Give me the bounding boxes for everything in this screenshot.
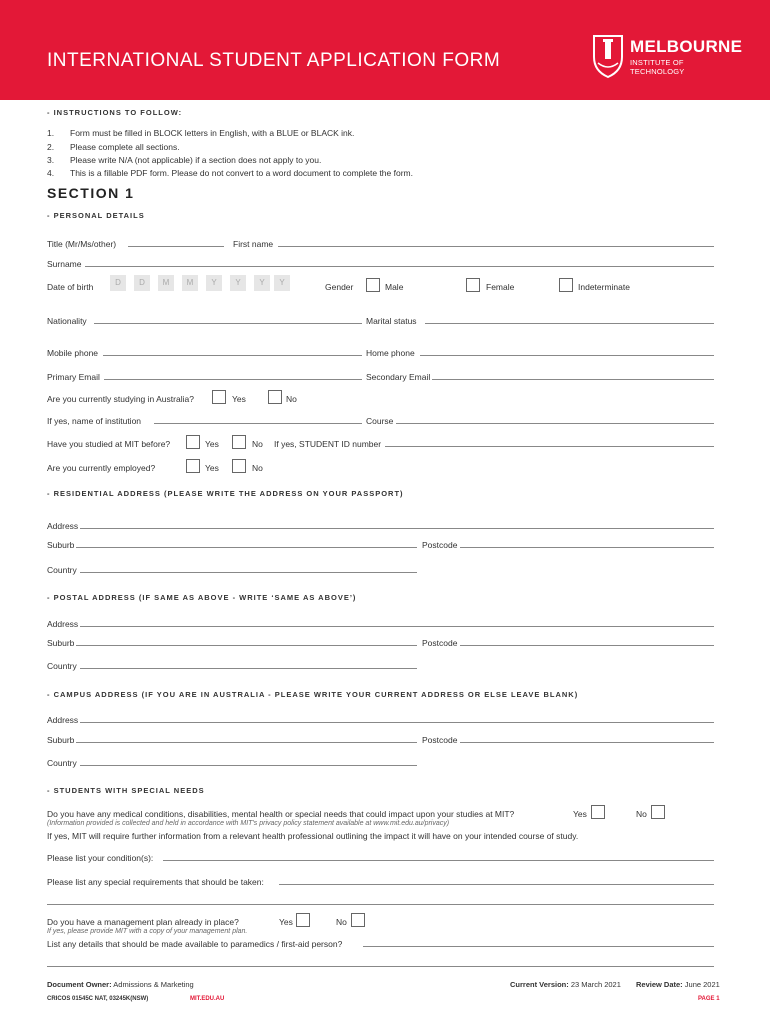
postal-postcode-label: Postcode — [422, 638, 458, 648]
title-label: Title (Mr/Ms/other) — [47, 239, 117, 249]
special-requirements-field[interactable] — [279, 884, 714, 885]
review-date — [636, 980, 720, 989]
primary-email-field[interactable] — [104, 379, 362, 380]
mit-logo — [590, 33, 743, 83]
website-link[interactable]: MIT.EDU.AU — [190, 996, 225, 1002]
course-field[interactable] — [396, 423, 714, 424]
current-version-value: 23 March 2021 — [570, 980, 621, 989]
privacy-note: (Information provided is collected and held in accordance with MIT's privacy policy statement available at www.mit.edu.au/privacy) — [47, 820, 450, 827]
document-owner-value: Admissions & Marketing — [113, 980, 194, 989]
special-needs-heading: - STUDENTS WITH SPECIAL NEEDS — [47, 786, 205, 795]
dob-label: Date of birth — [47, 282, 94, 292]
residential-address-field[interactable] — [80, 528, 714, 529]
no-label: No — [252, 463, 263, 473]
special-needs-question: Do you have any medical conditions, disabilities, mental health or special needs that could impact upon your studies at MIT? — [47, 809, 515, 819]
dob-year-box[interactable]: Y — [274, 275, 290, 291]
management-plan-yes-checkbox[interactable] — [296, 913, 310, 927]
residential-address-heading: - RESIDENTIAL ADDRESS (PLEASE WRITE THE ADDRESS ON YOUR PASSPORT) — [47, 489, 404, 498]
campus-address-heading: - CAMPUS ADDRESS (IF YOU ARE IN AUSTRALIA - PLEASE WRITE YOUR CURRENT ADDRESS OR ELSE LEAVE BLANK) — [47, 690, 579, 699]
campus-postcode-field[interactable] — [460, 742, 714, 743]
campus-address-label: Address — [47, 715, 79, 725]
studying-australia-question: Are you currently studying in Australia? — [47, 394, 194, 404]
first-name-label: First name — [233, 239, 274, 249]
logo-name: MELBOURNE — [630, 37, 743, 56]
review-date-label: Review Date: — [636, 980, 683, 989]
residential-suburb-label: Suburb — [47, 540, 75, 550]
dob-month-box[interactable]: M — [182, 275, 198, 291]
special-needs-no-label: No — [636, 809, 647, 819]
document-owner — [47, 980, 194, 989]
special-needs-no-checkbox[interactable] — [651, 805, 665, 819]
institution-label: If yes, name of institution — [47, 416, 142, 426]
special-needs-info: If yes, MIT will require further information from a relevant health professional outlining the impact it will have on your intended course of study. — [47, 831, 579, 841]
conditions-field[interactable] — [163, 860, 714, 861]
residential-country-field[interactable] — [80, 572, 417, 573]
postal-postcode-field[interactable] — [460, 645, 714, 646]
instruction-number: 2. — [47, 142, 55, 152]
section-1-title: SECTION 1 — [47, 185, 135, 201]
gender-female-label: Female — [486, 282, 515, 292]
logo-subtitle: INSTITUTE OF TECHNOLOGY — [630, 58, 685, 76]
home-phone-field[interactable] — [420, 355, 714, 356]
dob-day-box[interactable]: D — [110, 275, 126, 291]
studying-australia-yes-checkbox[interactable] — [212, 390, 226, 404]
management-plan-note: If yes, please provide MIT with a copy of your management plan. — [47, 928, 248, 935]
employed-yes-checkbox[interactable] — [186, 459, 200, 473]
header-banner — [0, 0, 770, 100]
management-plan-question: Do you have a management plan already in place? — [47, 917, 239, 927]
nationality-field[interactable] — [94, 323, 362, 324]
surname-label: Surname — [47, 259, 82, 269]
gender-label: Gender — [325, 282, 354, 292]
mobile-phone-label: Mobile phone — [47, 348, 99, 358]
course-label: Course — [366, 416, 394, 426]
management-plan-yes-label: Yes — [279, 917, 293, 927]
dob-month-box[interactable]: M — [158, 275, 174, 291]
instruction-number: 1. — [47, 128, 55, 138]
residential-postcode-field[interactable] — [460, 547, 714, 548]
gender-indeterminate-checkbox[interactable] — [559, 278, 573, 292]
campus-address-field[interactable] — [80, 722, 714, 723]
studied-mit-question: Have you studied at MIT before? — [47, 439, 171, 449]
cricos-code: CRICOS 01545C NAT, 03245K(NSW) — [47, 996, 149, 1002]
dob-day-box[interactable]: D — [134, 275, 150, 291]
postal-address-heading: - POSTAL ADDRESS (IF SAME AS ABOVE - WRITE ‘SAME AS ABOVE’) — [47, 593, 357, 602]
review-date-value: June 2021 — [684, 980, 720, 989]
yes-label: Yes — [232, 394, 246, 404]
postal-address-label: Address — [47, 619, 79, 629]
secondary-email-field[interactable] — [432, 379, 714, 380]
dob-year-box[interactable]: Y — [206, 275, 222, 291]
no-label: No — [286, 394, 297, 404]
yes-label: Yes — [205, 463, 219, 473]
employed-question: Are you currently employed? — [47, 463, 156, 473]
gender-male-label: Male — [385, 282, 404, 292]
student-id-field[interactable] — [385, 446, 714, 447]
residential-suburb-field[interactable] — [76, 547, 417, 548]
postal-suburb-label: Suburb — [47, 638, 75, 648]
current-version-label: Current Version: — [510, 980, 569, 989]
instruction-text: This is a fillable PDF form. Please do not convert to a word document to complete the form. — [70, 168, 413, 178]
nationality-label: Nationality — [47, 316, 87, 326]
postal-address-field[interactable] — [80, 626, 714, 627]
instruction-number: 3. — [47, 155, 55, 165]
campus-postcode-label: Postcode — [422, 735, 458, 745]
dob-year-box[interactable]: Y — [230, 275, 246, 291]
home-phone-label: Home phone — [366, 348, 415, 358]
first-name-field[interactable] — [278, 246, 714, 247]
employed-no-checkbox[interactable] — [232, 459, 246, 473]
primary-email-label: Primary Email — [47, 372, 100, 382]
page-number: PAGE 1 — [698, 996, 720, 1002]
gender-female-checkbox[interactable] — [466, 278, 480, 292]
special-needs-yes-checkbox[interactable] — [591, 805, 605, 819]
no-label: No — [252, 439, 263, 449]
special-requirements-label: Please list any special requirements that should be taken: — [47, 877, 264, 887]
crest-icon — [590, 33, 626, 79]
instruction-text: Please write N/A (not applicable) if a section does not apply to you. — [70, 155, 322, 165]
gender-male-checkbox[interactable] — [366, 278, 380, 292]
residential-address-label: Address — [47, 521, 79, 531]
document-owner-label: Document Owner: — [47, 980, 112, 989]
special-needs-yes-label: Yes — [573, 809, 587, 819]
postal-country-label: Country — [47, 661, 77, 671]
paramedics-field[interactable] — [363, 946, 714, 947]
conditions-label: Please list your condition(s): — [47, 853, 154, 863]
studying-australia-no-checkbox[interactable] — [268, 390, 282, 404]
residential-postcode-label: Postcode — [422, 540, 458, 550]
paramedics-label: List any details that should be made available to paramedics / first-aid person? — [47, 939, 343, 949]
paramedics-field-line-2[interactable] — [47, 966, 714, 967]
instruction-text: Please complete all sections. — [70, 142, 180, 152]
special-requirements-field-line-2[interactable] — [47, 904, 714, 905]
form-title: INTERNATIONAL STUDENT APPLICATION FORM — [47, 50, 501, 71]
dob-year-box[interactable]: Y — [254, 275, 270, 291]
instructions-heading: - INSTRUCTIONS TO FOLLOW: — [47, 108, 183, 117]
marital-status-label: Marital status — [366, 316, 417, 326]
institution-field[interactable] — [154, 423, 362, 424]
residential-country-label: Country — [47, 565, 77, 575]
campus-suburb-field[interactable] — [76, 742, 417, 743]
studied-mit-no-checkbox[interactable] — [232, 435, 246, 449]
instruction-number: 4. — [47, 168, 55, 178]
management-plan-no-label: No — [336, 917, 347, 927]
campus-country-label: Country — [47, 758, 77, 768]
yes-label: Yes — [205, 439, 219, 449]
studied-mit-yes-checkbox[interactable] — [186, 435, 200, 449]
campus-country-field[interactable] — [80, 765, 417, 766]
management-plan-no-checkbox[interactable] — [351, 913, 365, 927]
marital-status-field[interactable] — [425, 323, 714, 324]
instruction-text: Form must be filled in BLOCK letters in English, with a BLUE or BLACK ink. — [70, 128, 355, 138]
gender-indeterminate-label: Indeterminate — [578, 282, 630, 292]
postal-suburb-field[interactable] — [76, 645, 417, 646]
title-field[interactable] — [128, 246, 224, 247]
mobile-phone-field[interactable] — [103, 355, 362, 356]
student-id-label: If yes, STUDENT ID number — [274, 439, 382, 449]
personal-details-heading: - PERSONAL DETAILS — [47, 211, 145, 220]
campus-suburb-label: Suburb — [47, 735, 75, 745]
postal-country-field[interactable] — [80, 668, 417, 669]
surname-field[interactable] — [85, 266, 714, 267]
secondary-email-label: Secondary Email — [366, 372, 431, 382]
current-version — [510, 980, 621, 989]
